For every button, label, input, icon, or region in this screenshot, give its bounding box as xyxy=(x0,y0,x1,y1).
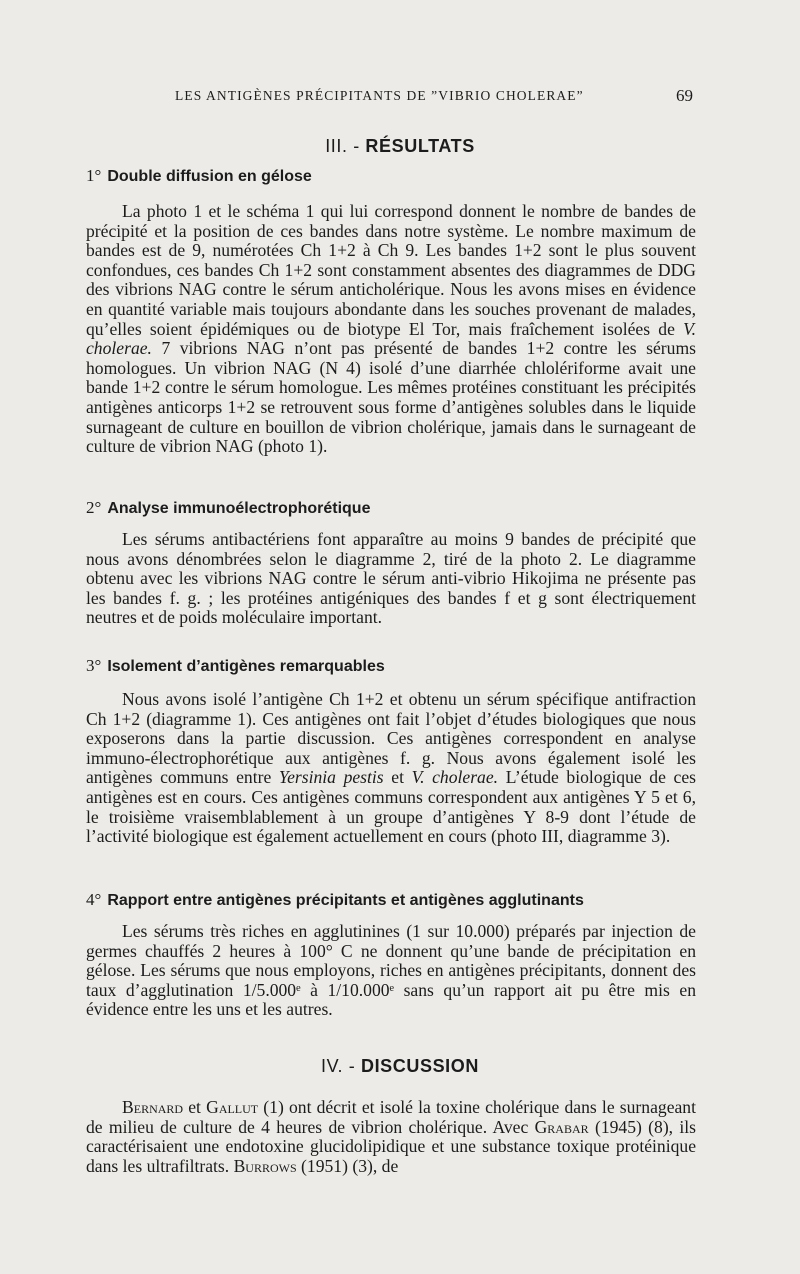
paragraph-agglutination xyxy=(86,922,696,1020)
text-run: La photo 1 et le schéma 1 qui lui correspond donnent le nombre de bandes de précipité et la position de ces bandes dans notre système. Le nombre maximum de bandes est de 9, numérotées Ch 1+2 à Ch 9. Les bandes 1+2 sont le plus souvent confondues, ces bandes Ch 1+2 sont constamment absentes des diagrammes de DDG des vibrions NAG contre le sérum anticholérique. Nous les avons mises en évidence en quantité variable mais toujours abondante dans les souches provenant de malades, qu’elles soient épidémiques ou de biotype El Tor, mais fraîchement isolées de xyxy=(86,201,696,339)
author-name: Burrows xyxy=(233,1155,297,1176)
text-run: et xyxy=(183,1097,207,1117)
paragraph-discussion xyxy=(86,1098,696,1176)
italic-run: V. cholerae. xyxy=(86,318,696,359)
section-number: IV. - xyxy=(321,1056,356,1076)
paragraph-double-diffusion xyxy=(86,202,696,457)
subsection-heading-3 xyxy=(86,656,385,676)
section-heading: DISCUSSION xyxy=(360,1056,479,1076)
author-name: Gallut xyxy=(206,1097,259,1117)
italic-run: V. cholerae. xyxy=(411,767,499,788)
section-heading: RÉSULTATS xyxy=(365,136,475,156)
author-name: Grabar xyxy=(534,1116,589,1137)
subsection-title: Rapport entre antigènes précipitants et antigènes agglutinants xyxy=(107,892,584,909)
section-title-results xyxy=(0,136,800,157)
subsection-number: 1° xyxy=(86,166,102,185)
text-run: (1951) (3), de xyxy=(296,1155,399,1176)
section-number: III. - xyxy=(325,136,360,156)
text-run: Nous avons isolé l’antigène Ch 1+2 et obtenu un sérum spécifique antifraction Ch 1+2 (diagramme 1). Ces antigènes ont fait l’objet d’études biologiques que nous exposerons dans la partie discussion. Ces antigènes correspondent en analyse immuno-électrophorétique aux antigènes f. g. Nous avons également isolé les antigènes communs entre xyxy=(86,689,696,788)
subsection-number: 3° xyxy=(86,656,102,675)
text-run: et xyxy=(383,767,412,788)
text-run: (1) ont décrit et isolé la toxine cholérique dans le surnageant de milieu de culture de 4 heures de vibrion cholérique. Avec xyxy=(86,1097,696,1137)
section-title-discussion xyxy=(0,1056,800,1077)
subsection-number: 4° xyxy=(86,890,102,909)
italic-run: Yersinia pestis xyxy=(278,767,384,788)
paragraph-isolation xyxy=(86,690,696,847)
subsection-title: Analyse immunoélectrophorétique xyxy=(107,500,371,517)
subsection-heading-1 xyxy=(86,166,312,186)
text-run: Les sérums antibactériens font apparaître au moins 9 bandes de précipité que nous avons dénombrées selon le diagramme 2, tiré de la photo 2. Le diagramme obtenu avec les vibrions NAG contre le sérum anti-vibrio Hikojima ne présente pas les bandes f. g. ; les protéines antigéniques des bandes f et g sont électriquement neutres et de poids moléculaire important. xyxy=(86,529,696,628)
text-run: (1945) (8), ils caractérisaient une endotoxine glucidolipidique et une substance toxique protéinique dans les ultrafiltrats. xyxy=(86,1116,697,1176)
author-name: Bernard xyxy=(122,1097,184,1117)
text-run: Les sérums très riches en agglutinines (1 sur 10.000) préparés par injection de germes chauffés 2 heures à 100° C ne donnent qu’une bande de précipitation en gélose. Les sérums que nous employons, riches en antigènes précipitants, donnent des taux d’agglutination 1/5.000ᵉ à 1/10.000ᵉ sans qu’un rapport ait pu être mis en évidence entre les uns et les autres. xyxy=(86,921,696,1020)
subsection-number: 2° xyxy=(86,498,102,517)
subsection-heading-2 xyxy=(86,498,370,518)
page-number: 69 xyxy=(676,86,693,105)
subsection-heading-4 xyxy=(86,890,584,910)
text-run: 7 vibrions NAG n’ont pas présenté de bandes 1+2 contre les sérums homologues. Un vibrion NAG (N 4) isolé d’une diarrhée chlolériforme avait une bande 1+2 contre le sérum homologue. Les mêmes protéines constituant les précipités antigènes anticorps 1+2 se retrouvent sous forme d’antigènes solubles dans le liquide surnageant de culture en bouillon de vibrion cholérique, jamais dans le surnageant de culture de vibrion NAG (photo 1). xyxy=(86,338,696,457)
subsection-title: Isolement d’antigènes remarquables xyxy=(107,658,385,675)
paragraph-immunoelectrophoresis xyxy=(86,530,696,628)
running-head: LES ANTIGÈNES PRÉCIPITANTS DE ”VIBRIO CHOLERAE” xyxy=(175,88,584,103)
subsection-title: Double diffusion en gélose xyxy=(107,168,312,185)
text-run: L’étude biologique de ces antigènes est en cours. Ces antigènes communs correspondent aux antigènes Y 5 et 6, le troisième vraisemblablement à un groupe d’antigènes Y 8-9 dont l’étude de l’activité biologique est également actuellement en cours (photo III, diagramme 3). xyxy=(86,767,696,847)
